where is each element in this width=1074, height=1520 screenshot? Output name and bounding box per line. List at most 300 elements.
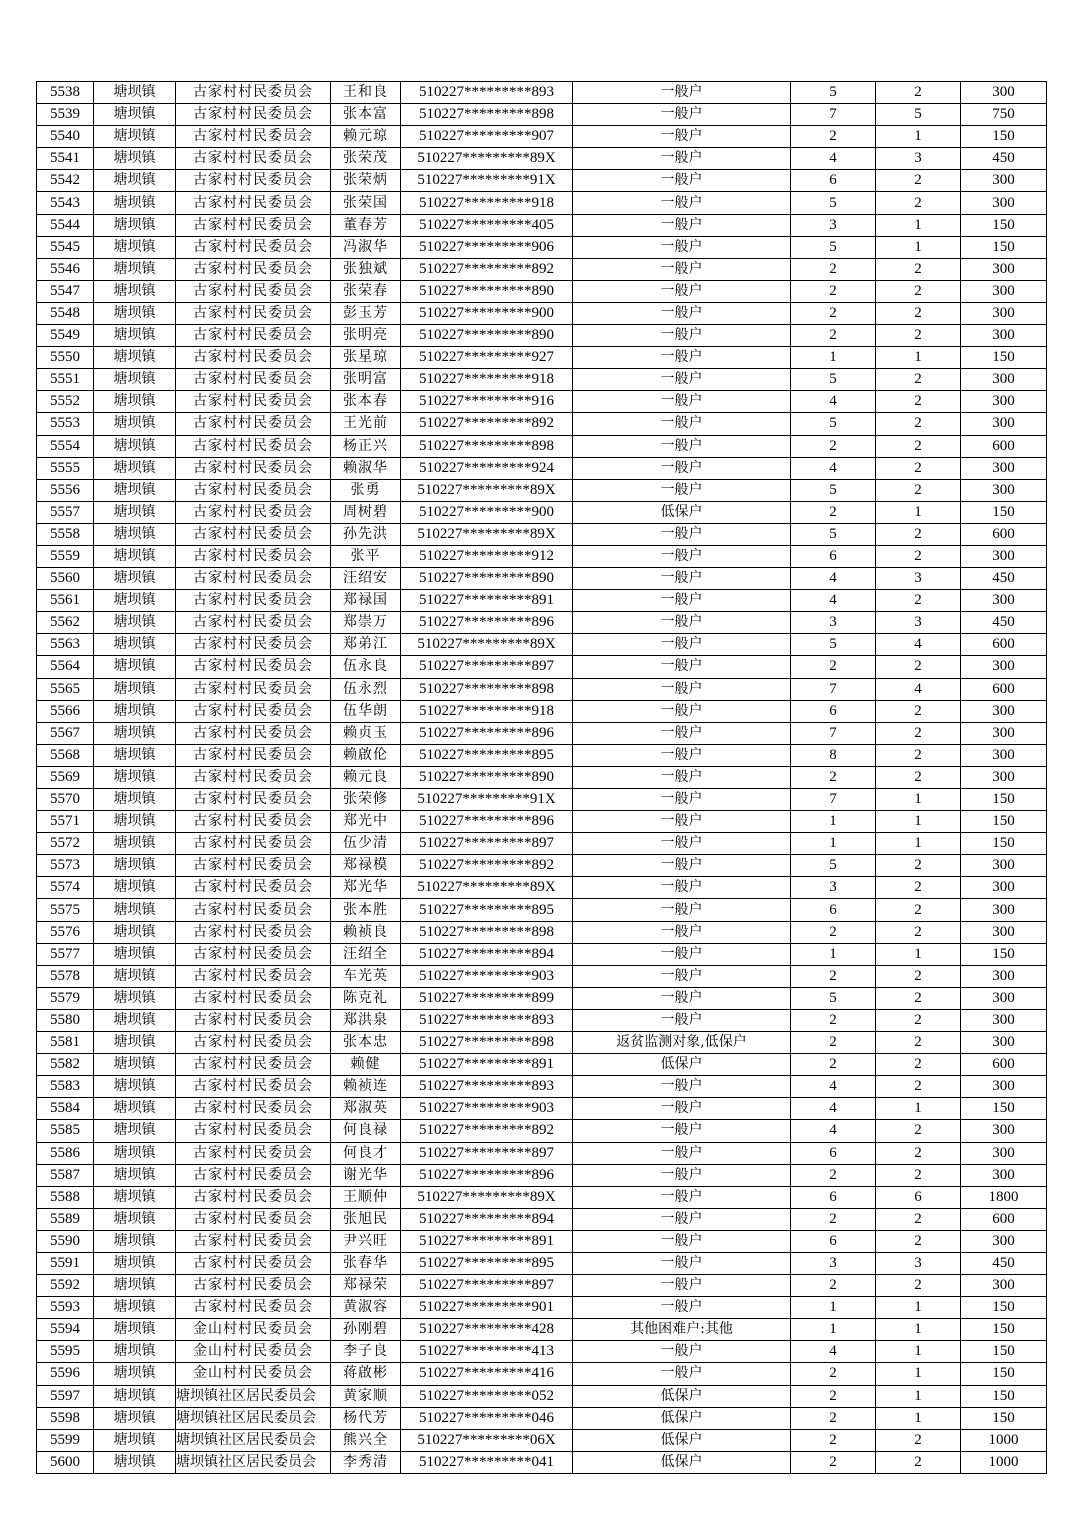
town-cell: 塘坝镇 (94, 1341, 176, 1363)
type-cell: 低保户 (573, 1385, 791, 1407)
town-cell: 塘坝镇 (94, 678, 176, 700)
seq-cell: 5600 (37, 1451, 94, 1473)
id-cell: 510227*********899 (401, 987, 573, 1009)
table-row (37, 391, 1047, 413)
village-cell: 金山村村民委员会 (176, 1363, 331, 1385)
people-cell: 2 (876, 1164, 961, 1186)
name-cell: 郑洪泉 (331, 1009, 401, 1031)
name-cell: 张本胜 (331, 899, 401, 921)
name-cell: 陈克礼 (331, 987, 401, 1009)
people-cell: 2 (876, 413, 961, 435)
id-cell: 510227*********900 (401, 501, 573, 523)
people-cell: 1 (876, 1297, 961, 1319)
amount-cell: 300 (961, 280, 1047, 302)
family-size-cell: 3 (791, 214, 876, 236)
people-cell: 2 (876, 766, 961, 788)
family-size-cell: 7 (791, 104, 876, 126)
village-cell: 古家村村民委员会 (176, 192, 331, 214)
amount-cell: 300 (961, 1275, 1047, 1297)
name-cell: 李子良 (331, 1341, 401, 1363)
id-cell: 510227*********893 (401, 1009, 573, 1031)
table-row (37, 1341, 1047, 1363)
family-size-cell: 7 (791, 789, 876, 811)
seq-cell: 5573 (37, 855, 94, 877)
name-cell: 周树碧 (331, 501, 401, 523)
village-cell: 古家村村民委员会 (176, 1098, 331, 1120)
type-cell: 一般户 (573, 943, 791, 965)
type-cell: 一般户 (573, 214, 791, 236)
type-cell: 一般户 (573, 104, 791, 126)
id-cell: 510227*********894 (401, 943, 573, 965)
id-cell: 510227*********897 (401, 833, 573, 855)
family-size-cell: 3 (791, 1252, 876, 1274)
town-cell: 塘坝镇 (94, 1164, 176, 1186)
id-cell: 510227*********918 (401, 192, 573, 214)
town-cell: 塘坝镇 (94, 1009, 176, 1031)
town-cell: 塘坝镇 (94, 656, 176, 678)
family-size-cell: 3 (791, 612, 876, 634)
seq-cell: 5570 (37, 789, 94, 811)
type-cell: 低保户 (573, 1054, 791, 1076)
town-cell: 塘坝镇 (94, 1032, 176, 1054)
village-cell: 古家村村民委员会 (176, 1142, 331, 1164)
family-size-cell: 5 (791, 369, 876, 391)
family-size-cell: 1 (791, 943, 876, 965)
name-cell: 张本忠 (331, 1032, 401, 1054)
town-cell: 塘坝镇 (94, 1319, 176, 1341)
name-cell: 王和良 (331, 82, 401, 104)
type-cell: 一般户 (573, 413, 791, 435)
village-cell: 塘坝镇社区居民委员会 (176, 1429, 331, 1451)
table-row (37, 965, 1047, 987)
family-size-cell: 2 (791, 126, 876, 148)
village-cell: 古家村村民委员会 (176, 1032, 331, 1054)
name-cell: 郑光华 (331, 877, 401, 899)
town-cell: 塘坝镇 (94, 700, 176, 722)
table-row (37, 1142, 1047, 1164)
seq-cell: 5549 (37, 325, 94, 347)
village-cell: 古家村村民委员会 (176, 612, 331, 634)
village-cell: 古家村村民委员会 (176, 435, 331, 457)
village-cell: 古家村村民委员会 (176, 1252, 331, 1274)
amount-cell: 300 (961, 479, 1047, 501)
id-cell: 510227*********052 (401, 1385, 573, 1407)
people-cell: 1 (876, 126, 961, 148)
town-cell: 塘坝镇 (94, 1407, 176, 1429)
seq-cell: 5545 (37, 236, 94, 258)
table-row (37, 1230, 1047, 1252)
people-cell: 2 (876, 1208, 961, 1230)
town-cell: 塘坝镇 (94, 965, 176, 987)
village-cell: 古家村村民委员会 (176, 1186, 331, 1208)
seq-cell: 5585 (37, 1120, 94, 1142)
type-cell: 一般户 (573, 634, 791, 656)
amount-cell: 300 (961, 545, 1047, 567)
people-cell: 3 (876, 568, 961, 590)
people-cell: 2 (876, 855, 961, 877)
seq-cell: 5568 (37, 744, 94, 766)
table-row (37, 855, 1047, 877)
id-cell: 510227*********893 (401, 1076, 573, 1098)
village-cell: 古家村村民委员会 (176, 1275, 331, 1297)
people-cell: 4 (876, 678, 961, 700)
village-cell: 古家村村民委员会 (176, 369, 331, 391)
id-cell: 510227*********892 (401, 1120, 573, 1142)
town-cell: 塘坝镇 (94, 634, 176, 656)
amount-cell: 300 (961, 391, 1047, 413)
table-row (37, 943, 1047, 965)
id-cell: 510227*********924 (401, 457, 573, 479)
type-cell: 一般户 (573, 921, 791, 943)
seq-cell: 5586 (37, 1142, 94, 1164)
table-row (37, 634, 1047, 656)
table-row (37, 457, 1047, 479)
town-cell: 塘坝镇 (94, 811, 176, 833)
name-cell: 伍少清 (331, 833, 401, 855)
people-cell: 2 (876, 1032, 961, 1054)
village-cell: 古家村村民委员会 (176, 943, 331, 965)
town-cell: 塘坝镇 (94, 1297, 176, 1319)
town-cell: 塘坝镇 (94, 1186, 176, 1208)
type-cell: 一般户 (573, 899, 791, 921)
table-row (37, 126, 1047, 148)
family-size-cell: 6 (791, 899, 876, 921)
seq-cell: 5582 (37, 1054, 94, 1076)
amount-cell: 300 (961, 82, 1047, 104)
name-cell: 伍华朗 (331, 700, 401, 722)
name-cell: 冯淑华 (331, 236, 401, 258)
seq-cell: 5544 (37, 214, 94, 236)
village-cell: 古家村村民委员会 (176, 987, 331, 1009)
people-cell: 2 (876, 435, 961, 457)
family-size-cell: 2 (791, 656, 876, 678)
id-cell: 510227*********893 (401, 82, 573, 104)
id-cell: 510227*********916 (401, 391, 573, 413)
table-row (37, 1009, 1047, 1031)
id-cell: 510227*********903 (401, 1098, 573, 1120)
type-cell: 一般户 (573, 833, 791, 855)
name-cell: 孙刚碧 (331, 1319, 401, 1341)
people-cell: 3 (876, 148, 961, 170)
name-cell: 郑崇万 (331, 612, 401, 634)
table-row (37, 82, 1047, 104)
town-cell: 塘坝镇 (94, 1385, 176, 1407)
id-cell: 510227*********897 (401, 656, 573, 678)
type-cell: 一般户 (573, 1230, 791, 1252)
village-cell: 古家村村民委员会 (176, 1230, 331, 1252)
people-cell: 2 (876, 965, 961, 987)
amount-cell: 600 (961, 1208, 1047, 1230)
name-cell: 郑淑英 (331, 1098, 401, 1120)
people-cell: 2 (876, 987, 961, 1009)
id-cell: 510227*********892 (401, 258, 573, 280)
table-row (37, 1275, 1047, 1297)
village-cell: 古家村村民委员会 (176, 280, 331, 302)
type-cell: 返贫监测对象,低保户 (573, 1032, 791, 1054)
name-cell: 张旭民 (331, 1208, 401, 1230)
id-cell: 510227*********918 (401, 369, 573, 391)
seq-cell: 5558 (37, 523, 94, 545)
village-cell: 古家村村民委员会 (176, 501, 331, 523)
table-row (37, 1297, 1047, 1319)
seq-cell: 5588 (37, 1186, 94, 1208)
household-table (36, 81, 1047, 1474)
name-cell: 张荣国 (331, 192, 401, 214)
seq-cell: 5583 (37, 1076, 94, 1098)
people-cell: 1 (876, 789, 961, 811)
village-cell: 古家村村民委员会 (176, 1208, 331, 1230)
name-cell: 伍永良 (331, 656, 401, 678)
seq-cell: 5552 (37, 391, 94, 413)
id-cell: 510227*********89X (401, 634, 573, 656)
name-cell: 尹兴旺 (331, 1230, 401, 1252)
name-cell: 赖啟伦 (331, 744, 401, 766)
amount-cell: 150 (961, 1363, 1047, 1385)
id-cell: 510227*********890 (401, 325, 573, 347)
id-cell: 510227*********897 (401, 1142, 573, 1164)
people-cell: 2 (876, 1120, 961, 1142)
table-body (37, 82, 1047, 1474)
people-cell: 1 (876, 347, 961, 369)
table-row (37, 170, 1047, 192)
id-cell: 510227*********428 (401, 1319, 573, 1341)
amount-cell: 300 (961, 1120, 1047, 1142)
type-cell: 一般户 (573, 766, 791, 788)
seq-cell: 5591 (37, 1252, 94, 1274)
people-cell: 2 (876, 192, 961, 214)
amount-cell: 150 (961, 943, 1047, 965)
town-cell: 塘坝镇 (94, 1252, 176, 1274)
amount-cell: 300 (961, 590, 1047, 612)
seq-cell: 5560 (37, 568, 94, 590)
family-size-cell: 4 (791, 1120, 876, 1142)
name-cell: 黄淑容 (331, 1297, 401, 1319)
id-cell: 510227*********041 (401, 1451, 573, 1473)
people-cell: 2 (876, 877, 961, 899)
people-cell: 1 (876, 1385, 961, 1407)
people-cell: 3 (876, 1252, 961, 1274)
family-size-cell: 2 (791, 325, 876, 347)
family-size-cell: 3 (791, 877, 876, 899)
seq-cell: 5569 (37, 766, 94, 788)
id-cell: 510227*********890 (401, 766, 573, 788)
name-cell: 汪绍全 (331, 943, 401, 965)
town-cell: 塘坝镇 (94, 877, 176, 899)
name-cell: 张勇 (331, 479, 401, 501)
village-cell: 古家村村民委员会 (176, 766, 331, 788)
id-cell: 510227*********897 (401, 1275, 573, 1297)
name-cell: 赖元琼 (331, 126, 401, 148)
family-size-cell: 6 (791, 1230, 876, 1252)
name-cell: 蒋啟彬 (331, 1363, 401, 1385)
amount-cell: 300 (961, 302, 1047, 324)
seq-cell: 5576 (37, 921, 94, 943)
table-row (37, 612, 1047, 634)
people-cell: 1 (876, 236, 961, 258)
table-row (37, 1451, 1047, 1473)
amount-cell: 150 (961, 1297, 1047, 1319)
town-cell: 塘坝镇 (94, 612, 176, 634)
town-cell: 塘坝镇 (94, 833, 176, 855)
town-cell: 塘坝镇 (94, 479, 176, 501)
table-row (37, 1252, 1047, 1274)
table-row (37, 523, 1047, 545)
people-cell: 2 (876, 302, 961, 324)
family-size-cell: 2 (791, 501, 876, 523)
seq-cell: 5595 (37, 1341, 94, 1363)
table-row (37, 479, 1047, 501)
name-cell: 何良才 (331, 1142, 401, 1164)
seq-cell: 5540 (37, 126, 94, 148)
family-size-cell: 1 (791, 347, 876, 369)
name-cell: 伍永烈 (331, 678, 401, 700)
people-cell: 5 (876, 104, 961, 126)
village-cell: 塘坝镇社区居民委员会 (176, 1407, 331, 1429)
table-row (37, 1319, 1047, 1341)
people-cell: 1 (876, 214, 961, 236)
seq-cell: 5574 (37, 877, 94, 899)
id-cell: 510227*********901 (401, 1297, 573, 1319)
town-cell: 塘坝镇 (94, 347, 176, 369)
id-cell: 510227*********927 (401, 347, 573, 369)
id-cell: 510227*********89X (401, 1186, 573, 1208)
id-cell: 510227*********06X (401, 1429, 573, 1451)
seq-cell: 5541 (37, 148, 94, 170)
family-size-cell: 5 (791, 523, 876, 545)
id-cell: 510227*********891 (401, 590, 573, 612)
village-cell: 古家村村民委员会 (176, 126, 331, 148)
people-cell: 1 (876, 501, 961, 523)
name-cell: 张本富 (331, 104, 401, 126)
family-size-cell: 5 (791, 479, 876, 501)
name-cell: 熊兴全 (331, 1429, 401, 1451)
id-cell: 510227*********890 (401, 280, 573, 302)
name-cell: 赖淑华 (331, 457, 401, 479)
amount-cell: 1000 (961, 1451, 1047, 1473)
seq-cell: 5551 (37, 369, 94, 391)
town-cell: 塘坝镇 (94, 943, 176, 965)
id-cell: 510227*********91X (401, 170, 573, 192)
village-cell: 古家村村民委员会 (176, 1120, 331, 1142)
town-cell: 塘坝镇 (94, 722, 176, 744)
id-cell: 510227*********898 (401, 921, 573, 943)
table-row (37, 104, 1047, 126)
people-cell: 1 (876, 1363, 961, 1385)
town-cell: 塘坝镇 (94, 192, 176, 214)
amount-cell: 150 (961, 833, 1047, 855)
amount-cell: 300 (961, 258, 1047, 280)
town-cell: 塘坝镇 (94, 391, 176, 413)
seq-cell: 5594 (37, 1319, 94, 1341)
table-row (37, 545, 1047, 567)
type-cell: 一般户 (573, 1009, 791, 1031)
village-cell: 塘坝镇社区居民委员会 (176, 1451, 331, 1473)
type-cell: 一般户 (573, 678, 791, 700)
seq-cell: 5571 (37, 811, 94, 833)
name-cell: 汪绍安 (331, 568, 401, 590)
type-cell: 一般户 (573, 126, 791, 148)
village-cell: 古家村村民委员会 (176, 921, 331, 943)
family-size-cell: 2 (791, 1407, 876, 1429)
amount-cell: 300 (961, 1164, 1047, 1186)
family-size-cell: 2 (791, 1363, 876, 1385)
id-cell: 510227*********89X (401, 523, 573, 545)
id-cell: 510227*********89X (401, 148, 573, 170)
family-size-cell: 2 (791, 1275, 876, 1297)
family-size-cell: 6 (791, 170, 876, 192)
village-cell: 古家村村民委员会 (176, 258, 331, 280)
seq-cell: 5575 (37, 899, 94, 921)
people-cell: 2 (876, 457, 961, 479)
family-size-cell: 5 (791, 634, 876, 656)
table-row (37, 1407, 1047, 1429)
type-cell: 一般户 (573, 280, 791, 302)
table-row (37, 192, 1047, 214)
people-cell: 2 (876, 722, 961, 744)
amount-cell: 300 (961, 1142, 1047, 1164)
table-row (37, 302, 1047, 324)
name-cell: 郑光中 (331, 811, 401, 833)
table-row (37, 789, 1047, 811)
family-size-cell: 4 (791, 148, 876, 170)
people-cell: 2 (876, 479, 961, 501)
family-size-cell: 7 (791, 722, 876, 744)
type-cell: 一般户 (573, 1186, 791, 1208)
type-cell: 一般户 (573, 1208, 791, 1230)
amount-cell: 150 (961, 1319, 1047, 1341)
name-cell: 张本春 (331, 391, 401, 413)
village-cell: 古家村村民委员会 (176, 1164, 331, 1186)
table-row (37, 347, 1047, 369)
table-row (37, 590, 1047, 612)
people-cell: 1 (876, 943, 961, 965)
town-cell: 塘坝镇 (94, 1451, 176, 1473)
seq-cell: 5553 (37, 413, 94, 435)
village-cell: 古家村村民委员会 (176, 82, 331, 104)
table-row (37, 921, 1047, 943)
amount-cell: 150 (961, 1098, 1047, 1120)
table-row (37, 148, 1047, 170)
town-cell: 塘坝镇 (94, 766, 176, 788)
amount-cell: 300 (961, 325, 1047, 347)
town-cell: 塘坝镇 (94, 789, 176, 811)
amount-cell: 450 (961, 568, 1047, 590)
name-cell: 彭玉芳 (331, 302, 401, 324)
people-cell: 2 (876, 1009, 961, 1031)
family-size-cell: 6 (791, 1186, 876, 1208)
type-cell: 一般户 (573, 744, 791, 766)
type-cell: 其他困难户:其他 (573, 1319, 791, 1341)
name-cell: 赖元良 (331, 766, 401, 788)
name-cell: 王顺仲 (331, 1186, 401, 1208)
family-size-cell: 5 (791, 82, 876, 104)
seq-cell: 5598 (37, 1407, 94, 1429)
seq-cell: 5584 (37, 1098, 94, 1120)
type-cell: 一般户 (573, 435, 791, 457)
family-size-cell: 6 (791, 545, 876, 567)
family-size-cell: 1 (791, 1297, 876, 1319)
amount-cell: 600 (961, 678, 1047, 700)
amount-cell: 1800 (961, 1186, 1047, 1208)
name-cell: 赖健 (331, 1054, 401, 1076)
family-size-cell: 1 (791, 833, 876, 855)
table-row (37, 435, 1047, 457)
amount-cell: 600 (961, 1054, 1047, 1076)
type-cell: 一般户 (573, 347, 791, 369)
amount-cell: 300 (961, 457, 1047, 479)
type-cell: 低保户 (573, 501, 791, 523)
family-size-cell: 5 (791, 413, 876, 435)
